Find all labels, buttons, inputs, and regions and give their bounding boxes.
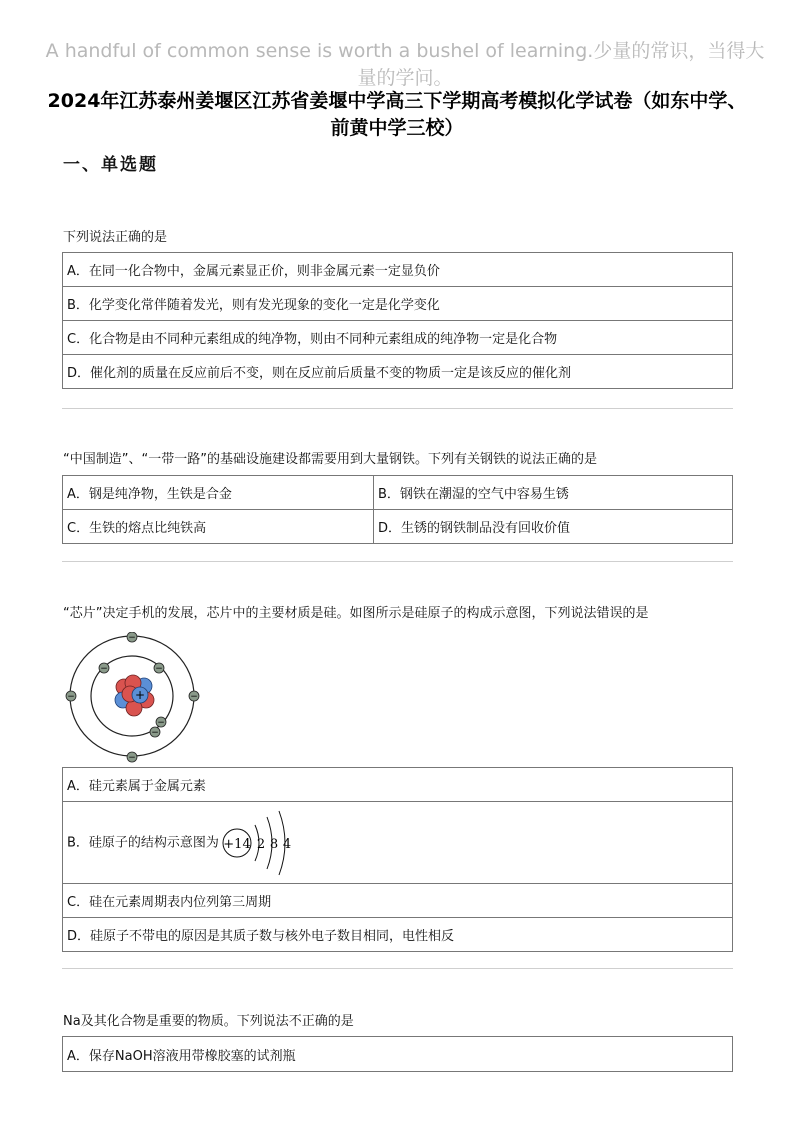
option-c[interactable]: C．硅在元素周期表内位列第三周期 [63,884,733,918]
atomic-structure-diagram [221,807,303,879]
svg-text:−: − [151,728,159,738]
option-a[interactable]: A．硅元素属于金属元素 [63,768,733,802]
question-3-options [62,767,733,952]
svg-text:−: − [67,692,75,702]
option-d[interactable]: D．催化剂的质量在反应前后不变，则在反应前后质量不变的物质一定是该反应的催化剂 [63,355,733,389]
option-b[interactable] [63,802,733,884]
svg-text:+14: +14 [223,836,251,852]
option-b[interactable]: B．化学变化常伴随着发光，则有发光现象的变化一定是化学变化 [63,287,733,321]
option-d[interactable]: D．生锈的钢铁制品没有回收价值 [374,510,733,544]
option-b[interactable]: B．钢铁在潮湿的空气中容易生锈 [374,476,733,510]
silicon-atom-diagram [60,632,208,764]
question-3-stem: “芯片”决定手机的发展，芯片中的主要材质是硅。如图所示是硅原子的构成示意图，下列说法错误的是 [63,606,649,621]
option-a[interactable]: A．钢是纯净物，生铁是合金 [63,476,374,510]
option-d[interactable]: D．硅原子不带电的原因是其质子数与核外电子数目相同，电性相反 [63,918,733,952]
divider [62,968,733,969]
option-b-text: B．硅原子的结构示意图为 [67,835,219,850]
option-a[interactable]: A．在同一化合物中，金属元素显正价，则非金属元素一定显负价 [63,253,733,287]
svg-text:8: 8 [269,836,279,852]
question-1-options [62,252,733,389]
page-title: 2024年江苏泰州姜堰区江苏省姜堰中学高三下学期高考模拟化学试卷（如东中学、前黄中学三校） [47,90,747,139]
svg-text:−: − [157,718,165,728]
svg-text:−: − [128,633,136,643]
svg-text:+: + [134,688,146,702]
option-c[interactable]: C．化合物是由不同种元素组成的纯净物，则由不同种元素组成的纯净物一定是化合物 [63,321,733,355]
watermark: A handful of common sense is worth a bushel of learning.少量的常识，当得大量的学问。 [45,40,765,89]
section-title: 一、单选题 [63,155,158,175]
option-a[interactable]: A．保存NaOH溶液用带橡胶塞的试剂瓶 [63,1037,733,1072]
divider [62,561,733,562]
divider [62,408,733,409]
question-4-stem: Na及其化合物是重要的物质。下列说法不正确的是 [63,1014,354,1029]
svg-text:−: − [155,664,163,674]
svg-text:−: − [190,692,198,702]
option-c[interactable]: C．生铁的熔点比纯铁高 [63,510,374,544]
svg-text:2: 2 [256,836,266,852]
question-2-options [62,475,733,544]
svg-text:−: − [128,753,136,763]
question-4-options [62,1036,733,1072]
svg-text:−: − [100,664,108,674]
question-1-stem: 下列说法正确的是 [63,230,168,245]
svg-text:4: 4 [282,836,292,852]
question-2-stem: “中国制造”、“一带一路”的基础设施建设都需要用到大量钢铁。下列有关钢铁的说法正确的是 [63,452,597,467]
